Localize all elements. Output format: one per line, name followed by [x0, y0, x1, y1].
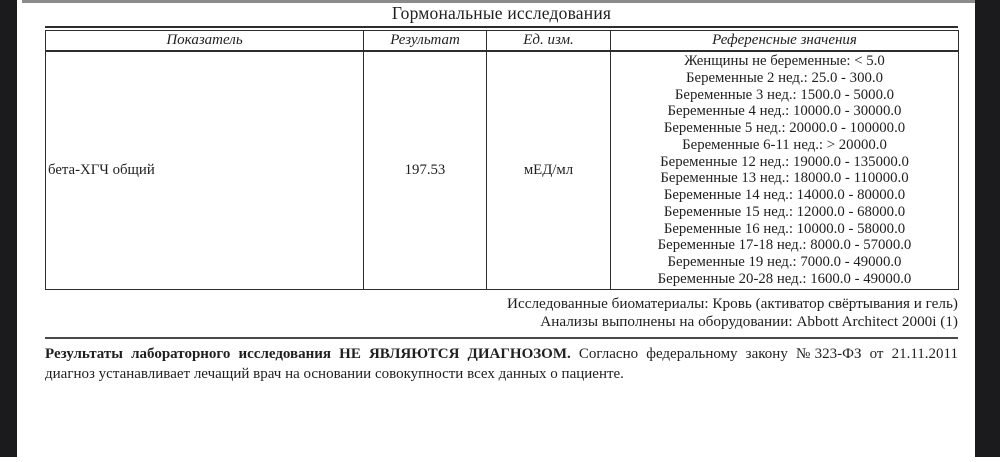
column-header-indicator: Показатель	[46, 31, 364, 52]
indicator-cell: бета-ХГЧ общий	[46, 51, 364, 289]
right-pillarbox-bar	[975, 0, 1000, 457]
reference-value-line: Беременные 16 нед.: 10000.0 - 58000.0	[663, 220, 906, 237]
reference-value-line: Беременные 3 нед.: 1500.0 - 5000.0	[674, 86, 895, 103]
results-table	[45, 30, 959, 290]
reference-value-line: Беременные 20-28 нед.: 1600.0 - 49000.0	[657, 270, 912, 287]
report-page	[45, 0, 958, 384]
reference-value-line: Беременные 19 нед.: 7000.0 - 49000.0	[667, 254, 902, 270]
reference-value-line: Беременные 15 нед.: 12000.0 - 68000.0	[663, 203, 906, 220]
reference-value-line: Беременные 17-18 нед.: 8000.0 - 57000.0	[657, 237, 912, 254]
reference-values-cell	[611, 51, 959, 289]
table-header-row	[46, 31, 959, 52]
reference-value-line: Беременные 12 нед.: 19000.0 - 135000.0	[660, 153, 909, 170]
report-title: Гормональные исследования	[391, 3, 612, 23]
reference-value-line: Беременные 13 нед.: 18000.0 - 110000.0	[660, 170, 909, 187]
column-header-reference-values: Референсные значения	[611, 31, 959, 52]
reference-value-line: Беременные 5 нед.: 20000.0 - 100000.0	[663, 120, 906, 136]
reference-value-line: Беременные 6-11 нед.: > 20000.0	[682, 136, 887, 153]
footer-notes	[45, 295, 958, 332]
table-row	[46, 51, 959, 289]
report-title-block	[45, 0, 958, 28]
reference-value-line: Женщины не беременные: < 5.0	[684, 53, 885, 69]
units-cell: мЕД/мл	[487, 51, 611, 289]
reference-value-line: Беременные 2 нед.: 25.0 - 300.0	[686, 69, 883, 86]
result-cell: 197.53	[364, 51, 487, 289]
reference-value-line: Беременные 14 нед.: 14000.0 - 80000.0	[663, 187, 906, 203]
disclaimer-bold-text: Результаты лабораторного исследования НЕ ЯВЛЯЮТСЯ ДИАГНОЗОМ.	[45, 345, 571, 362]
left-pillarbox-bar	[0, 0, 17, 457]
disclaimer-divider-line	[45, 337, 958, 339]
column-header-units: Ед. изм.	[487, 31, 611, 52]
equipment-note: Анализы выполнены на оборудовании: Abbott Architect 2000i (1)	[540, 313, 958, 330]
disclaimer-paragraph	[45, 344, 958, 384]
reference-value-line: Беременные 4 нед.: 10000.0 - 30000.0	[667, 103, 902, 120]
biomaterials-note: Исследованные биоматериалы: Кровь (активатор свёртывания и гель)	[507, 294, 958, 312]
column-header-result: Результат	[364, 31, 487, 52]
disclaimer-normal-text: Согласно федеральному закону №323-ФЗ от 21.11.2011 диагноз устанавливает лечащий врач на основании совокупности всех данных о пациенте.	[45, 345, 958, 382]
